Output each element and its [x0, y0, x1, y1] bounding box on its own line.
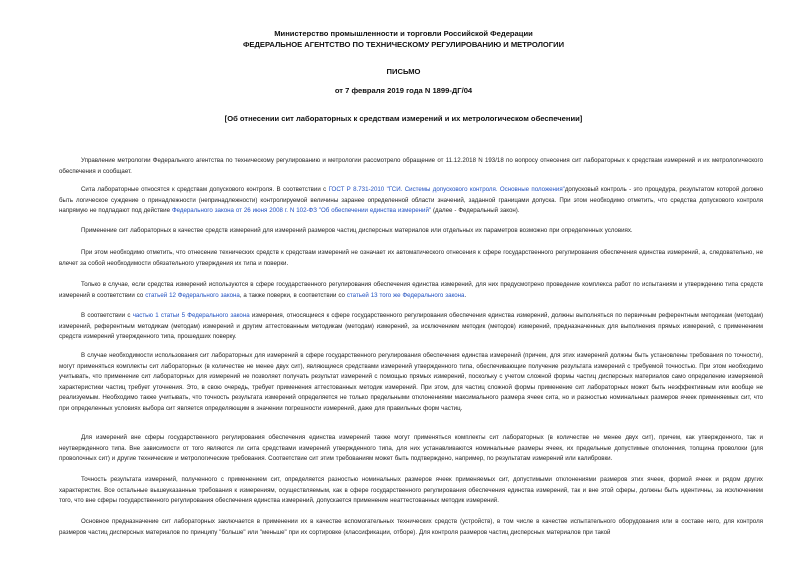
paragraph-2-text-3: (далее - Федеральный закон).	[431, 207, 520, 215]
paragraph-5-text-2: , а также поверки, в соответствии со	[239, 291, 347, 299]
paragraph-6	[59, 311, 763, 343]
paragraph-8: Для измерений вне сферы государственного регулирования обеспечения единства измерений также могут применяться комплекты сит лабораторных (в количестве не менее двух сит), причем, как утвержденного, так и неутвержденного типа. Вне зависимости от того являются ли сита средствами измерений утвержденного типа, для них устанавливаются номинальные размеры ячеек, их предельные допустимые отклонения, толщина проволоки (для проволочных сит) и другие технические и метрологические требования. Соответствие сит этим требованиям может быть подтверждено, например, по результатам измерений или калибровки.	[59, 434, 763, 463]
paragraph-5-text-3: .	[464, 291, 467, 299]
agency-title: ФЕДЕРАЛЬНОЕ АГЕНТСТВО ПО ТЕХНИЧЕСКОМУ РЕГУЛИРОВАНИЮ И МЕТРОЛОГИИ	[242, 40, 565, 49]
document-subject: [Об отнесении сит лабораторных к средствам измерений и их метрологическом обеспечении]	[224, 114, 583, 123]
article-13-link[interactable]: статьей 13 того же Федерального закона	[346, 291, 465, 299]
paragraph-1: Управление метрологии Федерального агентства по техническому регулированию и метрологии рассмотрело обращение от 11.12.2018 N 193/18 по вопросу отнесения сит лабораторных к средствам измерений и их метрологического обеспечения и сообщает.	[59, 157, 763, 175]
paragraph-10: Основное предназначение сит лабораторных заключается в применении их в качестве вспомогательных технических средств (устройств), в том числе в качестве испытательного оборудования или в составе него, для контроля размеров частиц дисперсных материалов по принципу "больше" или "меньше" при их сортировке (классификации, отборе). Для контроля размеров частиц дисперсных материалов при такой	[59, 518, 763, 536]
document-date-number: от 7 февраля 2019 года N 1899-ДГ/04	[334, 86, 473, 95]
paragraph-3: Применение сит лабораторных в качестве средств измерений для измерений размеров частиц дисперсных материалов или отдельных их параметров возможно при определенных условиях.	[81, 227, 633, 234]
federal-law-link[interactable]: Федерального закона от 26 июня 2008 г. N 102-ФЗ "Об обеспечении единства измерений"	[171, 207, 432, 215]
paragraph-2-text-2: допусковый контроль - это процедура, результатом которой должно быть логическое суждение о принадлежности (непринадлежности) контролируемой величины заранее определенной области значений, заданной границами допуска. При этом необходимо отметить, что средства допускового контроля напрямую не подпадают под действие	[59, 186, 763, 215]
paragraph-2	[59, 185, 763, 217]
article-12-link[interactable]: статьей 12 Федерального закона	[145, 291, 240, 299]
document-type: ПИСЬМО	[386, 67, 421, 76]
paragraph-7: В случае необходимости использования сит лабораторных для измерений в сфере государственного регулирования обеспечения единства измерений (причем, для этих измерений должны быть установлены требования по точности), могут применяться комплекты сит лабораторных (в количестве не менее двух сит), являющиеся средствами измерений утвержденного типа, обеспечивающие получение результата измерений с требуемой точностью. При этом необходимо учитывать, что применение сит лабораторных для измерений не позволяет получать результат измерений с помощью прямых измерений, поскольку с учетом сложной формы частиц дисперсных материалов само определение измеряемой характеристики частиц требует уточнения. Это, в свою очередь, требует применения аттестованных методик измерений. При этом, для частиц сложной формы применение сит лабораторных может быть неэффективным или вообще не реализуемым. Необходимо также учитывать, что точность результата измерений определяется не только предельными отклонениями максимального размера ячеек сита, но и разностью номинальных размеров ячеек применяемых сит, что при определенных условиях выбора сит является определяющим в значении погрешности измерений, даже для правильных форм частиц.	[59, 352, 763, 412]
paragraph-4: При этом необходимо отметить, что отнесение технических средств к средствам измерений не означает их автоматического отнесения к сфере государственного регулирования обеспечения единства измерений, а, следовательно, не влечет за собой необходимости обязательного утверждения их типа и поверки.	[59, 249, 763, 267]
paragraph-6-text-2: измерения, относящиеся к сфере государственного регулирования обеспечения единства измерений, должны выполняться по первичным референтным методикам (методам) измерений, референтным методикам (методам) измерений и другим аттестованным методикам (методам) измерений, за исключением методик (методов) измерений, предназначенных для выполнения прямых измерений, с применением средств измерений утвержденного типа, прошедших поверку.	[59, 312, 764, 341]
paragraph-5	[59, 280, 763, 301]
paragraph-2-text-1: Сита лабораторные относятся к средствам допускового контроля. В соответствии с	[81, 186, 329, 193]
article-5-link[interactable]: частью 1 статьи 5 Федерального закона	[132, 312, 250, 319]
paragraph-5-text-1: Только в случае, если средства измерений используются в сфере государственного регулирования обеспечения единства измерений, для них предусмотрено проведение комплекса работ по испытаниям и утверждению типа средств измерений в соответствии со	[59, 281, 763, 299]
gost-link[interactable]: ГОСТ Р 8.731-2010 "ГСИ. Системы допускового контроля. Основные положения"	[328, 186, 565, 193]
ministry-title: Министерство промышленности и торговли Российской Федерации	[274, 29, 533, 38]
paragraph-6-text-1: В соответствии с	[81, 312, 133, 319]
paragraph-9: Точность результата измерений, полученного с применением сит, определяется разностью номинальных размеров ячеек применяемых сит, допустимыми отклонениями размеров этих ячеек, формой ячеек и рядом других характеристик. Все остальные вышеуказанные требования к измерениям, осуществляемым, как в сфере государственного регулирования обеспечения единства измерений, так и вне этой сферы, должны быть идентичны, за исключением того, что вне сферы государственного регулирования обеспечения единства измерений, допускается применение неаттестованных методик измерений.	[59, 476, 763, 505]
